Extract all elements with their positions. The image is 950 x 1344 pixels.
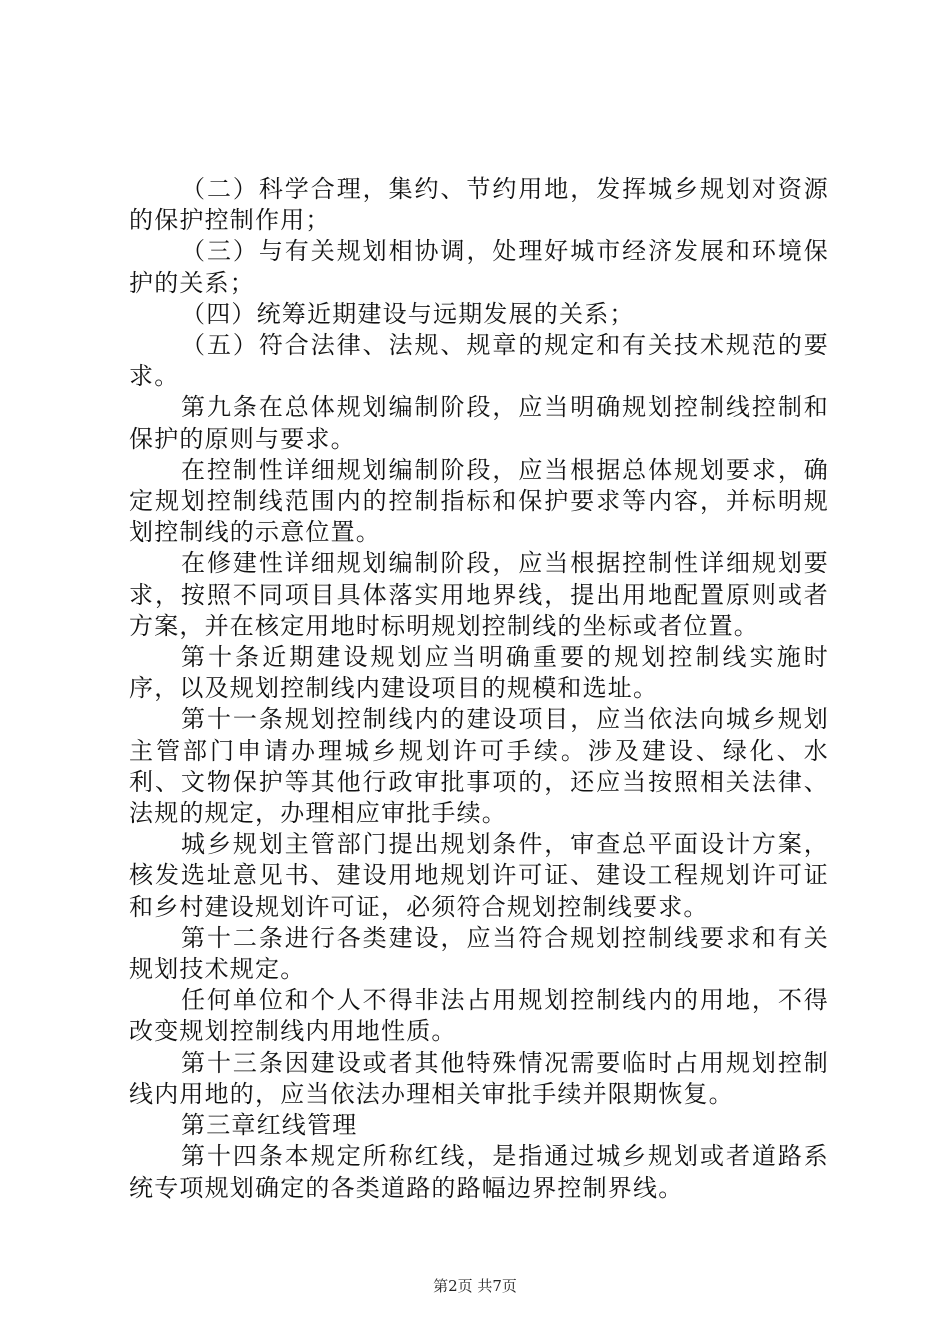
paragraph: 第十一条规划控制线内的建设项目，应当依法向城乡规划主管部门申请办理城乡规划许可手续。涉及建设、绿化、水利、文物保护等其他行政审批事项的，还应当按照相关法律、法规的规定，办理相应审批手续。 [129, 705, 829, 828]
page-number-footer: 第2页 共7页 [433, 1277, 517, 1295]
paragraph: 第十三条因建设或者其他特殊情况需要临时占用规划控制线内用地的，应当依法办理相关审批手续并限期恢复。 [129, 1048, 829, 1108]
paragraph: 在控制性详细规划编制阶段，应当根据总体规划要求，确定规划控制线范围内的控制指标和保护要求等内容，并标明规划控制线的示意位置。 [129, 455, 829, 547]
paragraph: （五）符合法律、法规、规章的规定和有关技术规范的要求。 [129, 331, 829, 391]
document-body [129, 174, 829, 1204]
paragraph: 第十二条进行各类建设，应当符合规划控制线要求和有关规划技术规定。 [129, 923, 829, 984]
paragraph: 城乡规划主管部门提出规划条件，审查总平面设计方案，核发选址意见书、建设用地规划许可证、建设工程规划许可证和乡村建设规划许可证，必须符合规划控制线要求。 [129, 830, 829, 921]
paragraph: （四）统筹近期建设与远期发展的关系； [181, 299, 635, 328]
paragraph: 在修建性详细规划编制阶段，应当根据控制性详细规划要求，按照不同项目具体落实用地界线，提出用地配置原则或者方案，并在核定用地时标明规划控制线的坐标或者位置。 [129, 549, 829, 640]
paragraph: 第十四条本规定所称红线，是指通过城乡规划或者道路系统专项规划确定的各类道路的路幅边界控制界线。 [129, 1142, 829, 1202]
paragraph: （三）与有关规划相协调，处理好城市经济发展和环境保护的关系； [129, 237, 829, 297]
paragraph: 第十条近期建设规划应当明确重要的规划控制线实施时序，以及规划控制线内建设项目的规模和选址。 [129, 643, 829, 703]
paragraph: 任何单位和个人不得非法占用规划控制线内的用地，不得改变规划控制线内用地性质。 [129, 986, 829, 1046]
chapter-heading: 第三章红线管理 [181, 1111, 358, 1140]
paragraph: 第九条在总体规划编制阶段，应当明确规划控制线控制和保护的原则与要求。 [129, 393, 829, 453]
paragraph: （二）科学合理，集约、节约用地，发挥城乡规划对资源的保护控制作用； [129, 175, 829, 235]
